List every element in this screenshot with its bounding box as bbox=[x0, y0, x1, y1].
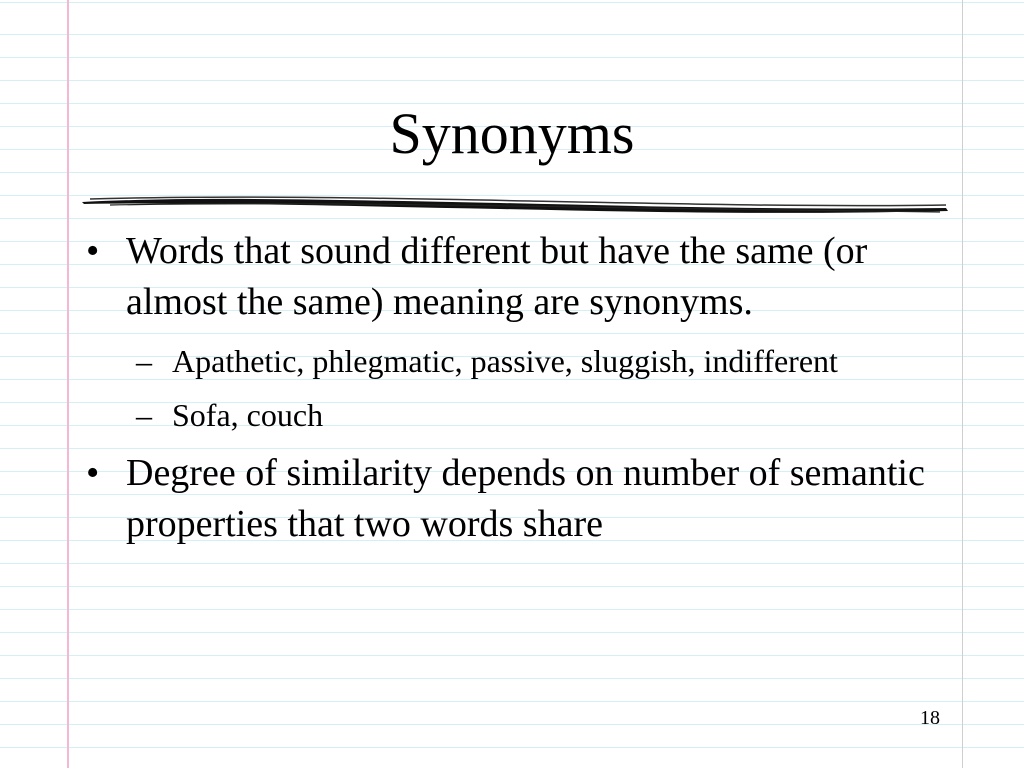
bullet-marker: • bbox=[86, 452, 100, 494]
dash-marker: – bbox=[136, 343, 152, 379]
bullet-text: Degree of similarity depends on number of semantic properties that two words share bbox=[126, 452, 925, 545]
bullet-item bbox=[82, 226, 942, 328]
sub-bullet-text: Sofa, couch bbox=[172, 397, 324, 433]
sub-bullet-item bbox=[82, 396, 942, 434]
bullet-marker: • bbox=[86, 230, 100, 272]
bullet-text: Words that sound different but have the same (or almost the same) meaning are synonyms. bbox=[126, 230, 868, 323]
bullet-item bbox=[82, 448, 942, 550]
title-underline-brushstroke bbox=[80, 190, 950, 220]
page-number: 18 bbox=[920, 707, 940, 729]
dash-marker: – bbox=[136, 397, 152, 433]
sub-bullet-text: Apathetic, phlegmatic, passive, sluggish, indifferent bbox=[172, 343, 838, 379]
slide-body bbox=[82, 226, 942, 550]
slide-title: Synonyms bbox=[389, 101, 635, 166]
sub-bullet-item bbox=[82, 342, 942, 380]
